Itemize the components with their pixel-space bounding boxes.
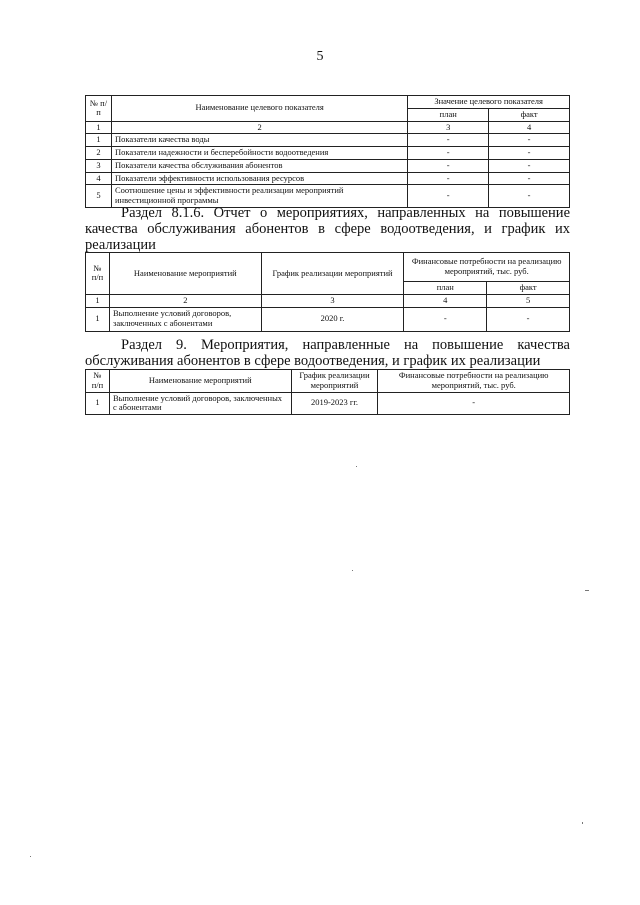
scan-speck: [582, 822, 583, 824]
col-header-schedule: График реализации мероприятий: [261, 253, 404, 295]
section-8-1-6-heading-text: Раздел 8.1.6. Отчет о мероприятиях, направленных на повышение качества обслуживания абонентов в сфере водоотведения, и график их реализации: [85, 205, 570, 253]
table-row: [86, 159, 570, 172]
col-header-num: № п/п: [86, 96, 112, 122]
row-indicator-name: Показатели качества обслуживания абонентов: [111, 159, 407, 172]
col-header-plan: план: [408, 108, 489, 121]
target-indicators-table: [85, 95, 570, 208]
col-header-activity-name: Наименование мероприятий: [109, 370, 291, 393]
row-fact: -: [487, 307, 570, 331]
row-num: 1: [86, 307, 110, 331]
section-8-1-6-heading: [85, 205, 570, 253]
table-row: [86, 185, 570, 208]
table-row: [86, 147, 570, 160]
row-schedule: 2019-2023 гг.: [291, 392, 378, 415]
row-fact: -: [489, 134, 570, 147]
row-plan: -: [408, 134, 489, 147]
row-plan: -: [404, 307, 487, 331]
col-header-fact: факт: [489, 108, 570, 121]
row-indicator-name: Показатели эффективности использования ресурсов: [111, 172, 407, 185]
col-header-num: № п/п: [86, 253, 110, 295]
activities-report-table: [85, 252, 570, 332]
column-number: 5: [487, 294, 570, 307]
table-row: [86, 134, 570, 147]
row-num: 1: [86, 134, 112, 147]
row-indicator-name: Соотношение цены и эффективности реализации мероприятий инвестиционной программы: [111, 185, 407, 208]
col-header-num: № п/п: [86, 370, 110, 393]
row-num: 4: [86, 172, 112, 185]
scan-speck: [30, 856, 31, 857]
row-fact: -: [489, 159, 570, 172]
row-plan: -: [408, 185, 489, 208]
row-schedule: 2020 г.: [261, 307, 404, 331]
section-9-heading: [85, 337, 570, 369]
col-header-indicator-value: Значение целевого показателя: [408, 96, 570, 109]
column-number-row: [86, 121, 570, 134]
column-number-row: [86, 294, 570, 307]
col-header-schedule: График реализации мероприятий: [291, 370, 378, 393]
row-num: 2: [86, 147, 112, 160]
row-activity-name: Выполнение условий договоров, заключенных с абонентами: [109, 307, 261, 331]
col-header-financial-needs: Финансовые потребности на реализацию мероприятий, тыс. руб.: [404, 253, 570, 282]
column-number: 1: [86, 294, 110, 307]
row-indicator-name: Показатели надежности и бесперебойности водоотведения: [111, 147, 407, 160]
row-indicator-name: Показатели качества воды: [111, 134, 407, 147]
column-number: 1: [86, 121, 112, 134]
column-number: 2: [109, 294, 261, 307]
col-header-activity-name: Наименование мероприятий: [109, 253, 261, 295]
row-fact: -: [489, 185, 570, 208]
row-num: 5: [86, 185, 112, 208]
page-number: 5: [316, 49, 324, 64]
col-header-indicator-name: Наименование целевого показателя: [111, 96, 407, 122]
column-number: 4: [404, 294, 487, 307]
planned-activities-table: [85, 369, 570, 415]
column-number: 4: [489, 121, 570, 134]
col-header-fact: факт: [487, 282, 570, 295]
table-row: [86, 172, 570, 185]
section-9-heading-text: Раздел 9. Мероприятия, направленные на повышение качества обслуживания абонентов в сфере водоотведения, и график их реализации: [85, 337, 570, 369]
column-number: 3: [261, 294, 404, 307]
scan-speck: [585, 590, 589, 591]
row-plan: -: [408, 159, 489, 172]
col-header-plan: план: [404, 282, 487, 295]
column-number: 3: [408, 121, 489, 134]
row-activity-name: Выполнение условий договоров, заключенных с абонентами: [109, 392, 291, 415]
row-plan: -: [408, 147, 489, 160]
scan-speck: [356, 466, 357, 467]
row-financial-needs: -: [378, 392, 570, 415]
table-row: [86, 392, 570, 415]
row-num: 3: [86, 159, 112, 172]
row-num: 1: [86, 392, 110, 415]
col-header-financial-needs: Финансовые потребности на реализацию мероприятий, тыс. руб.: [378, 370, 570, 393]
table-row: [86, 307, 570, 331]
row-fact: -: [489, 147, 570, 160]
scan-speck: [352, 570, 353, 571]
column-number: 2: [111, 121, 407, 134]
row-plan: -: [408, 172, 489, 185]
row-fact: -: [489, 172, 570, 185]
